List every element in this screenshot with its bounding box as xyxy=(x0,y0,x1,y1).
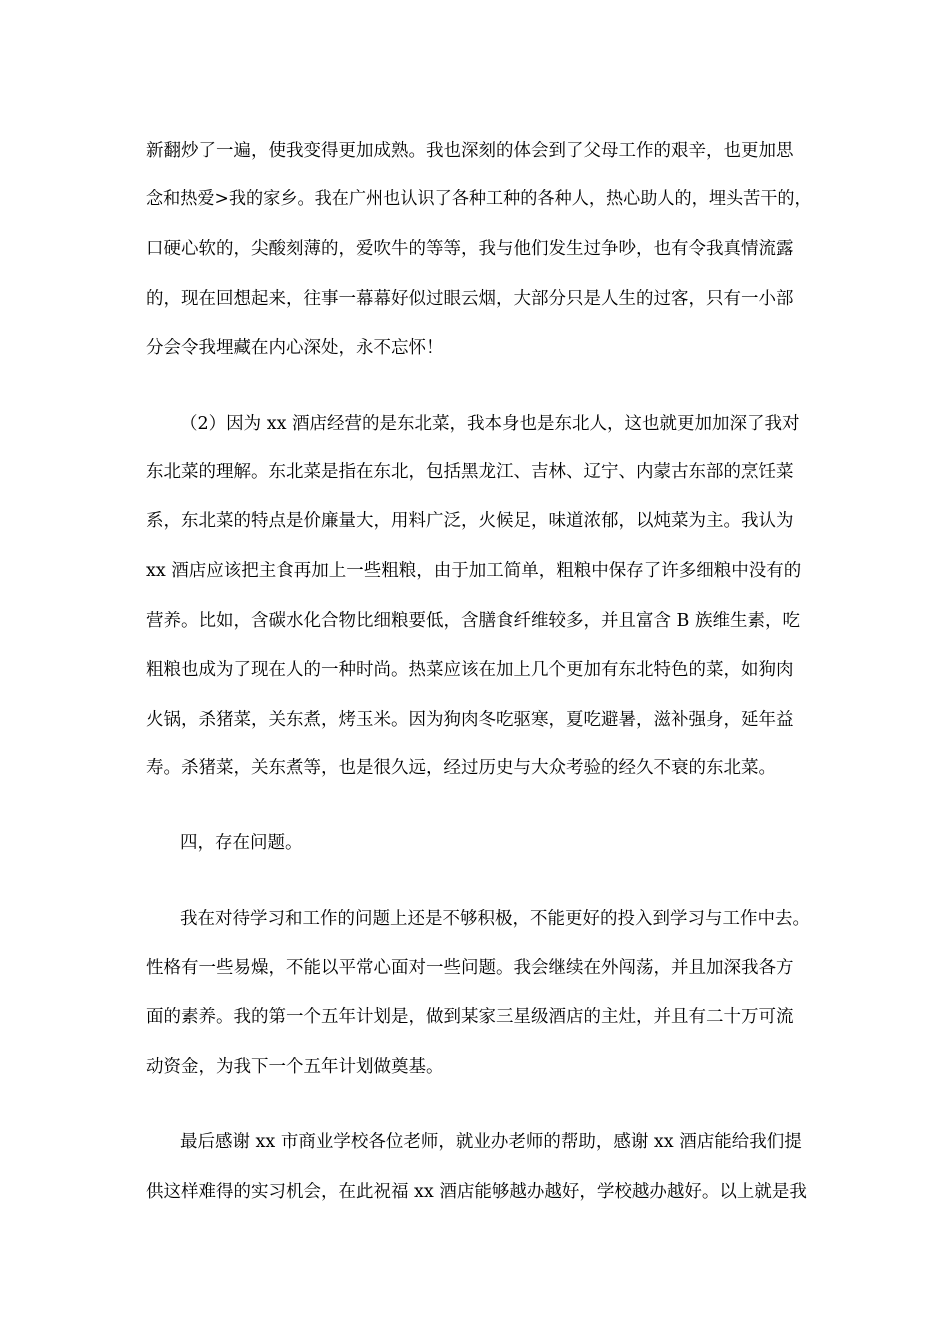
paragraph-1-line-5: 分会令我埋藏在内心深处，永不忘怀！ xyxy=(146,338,444,358)
paragraph-5-line-1: 最后感谢 xx 市商业学校各位老师，就业办老师的帮助，感谢 xx 酒店能给我们提 xyxy=(180,1132,802,1152)
paragraph-4-line-1: 我在对待学习和工作的问题上还是不够积极，不能更好的投入到学习与工作中去。 xyxy=(180,909,810,929)
section-heading: 四，存在问题。 xyxy=(180,833,303,853)
paragraph-2-line-6: 粗粮也成为了现在人的一种时尚。热菜应该在加上几个更加有东北特色的菜，如狗肉 xyxy=(146,660,794,680)
paragraph-4-line-2: 性格有一些易燥，不能以平常心面对一些问题。我会继续在外闯荡，并且加深我各方 xyxy=(146,958,794,978)
paragraph-1-line-2: 念和热爱>我的家乡。我在广州也认识了各种工种的各种人，热心助人的，埋头苦干的， xyxy=(146,189,812,209)
paragraph-2-line-1: （2）因为 xx 酒店经营的是东北菜，我本身也是东北人，这也就更加加深了我对 xyxy=(180,414,800,434)
paragraph-2-line-2: 东北菜的理解。东北菜是指在东北，包括黑龙江、吉林、辽宁、内蒙古东部的烹饪菜 xyxy=(146,462,794,482)
paragraph-4-line-3: 面的素养。我的第一个五年计划是，做到某家三星级酒店的主灶，并且有二十万可流 xyxy=(146,1007,794,1027)
paragraph-2-line-5: 营养。比如，含碳水化合物比细粮要低，含膳食纤维较多，并且富含 B 族维生素，吃 xyxy=(146,611,800,631)
paragraph-2-line-3: 系，东北菜的特点是价廉量大，用料广泛，火候足，味道浓郁，以炖菜为主。我认为 xyxy=(146,511,794,531)
paragraph-2-line-4: xx 酒店应该把主食再加上一些粗粮，由于加工简单，粗粮中保存了许多细粮中没有的 xyxy=(146,561,802,581)
paragraph-4-line-4: 动资金，为我下一个五年计划做奠基。 xyxy=(146,1057,444,1077)
paragraph-1-line-4: 的，现在回想起来，往事一幕幕好似过眼云烟，大部分只是人生的过客，只有一小部 xyxy=(146,289,794,309)
paragraph-5-line-2: 供这样难得的实习机会，在此祝福 xx 酒店能够越办越好，学校越办越好。以上就是我 xyxy=(146,1182,807,1202)
paragraph-2-line-8: 寿。杀猪菜，关东煮等，也是很久远，经过历史与大众考验的经久不衰的东北菜。 xyxy=(146,758,776,778)
paragraph-2-line-7: 火锅，杀猪菜，关东煮，烤玉米。因为狗肉冬吃驱寒，夏吃避暑，滋补强身，延年益 xyxy=(146,710,794,730)
paragraph-1-line-3: 口硬心软的，尖酸刻薄的，爱吹牛的等等，我与他们发生过争吵，也有令我真情流露 xyxy=(146,239,794,259)
paragraph-1-line-1: 新翻炒了一遍，使我变得更加成熟。我也深刻的体会到了父母工作的艰辛，也更加思 xyxy=(146,141,794,161)
